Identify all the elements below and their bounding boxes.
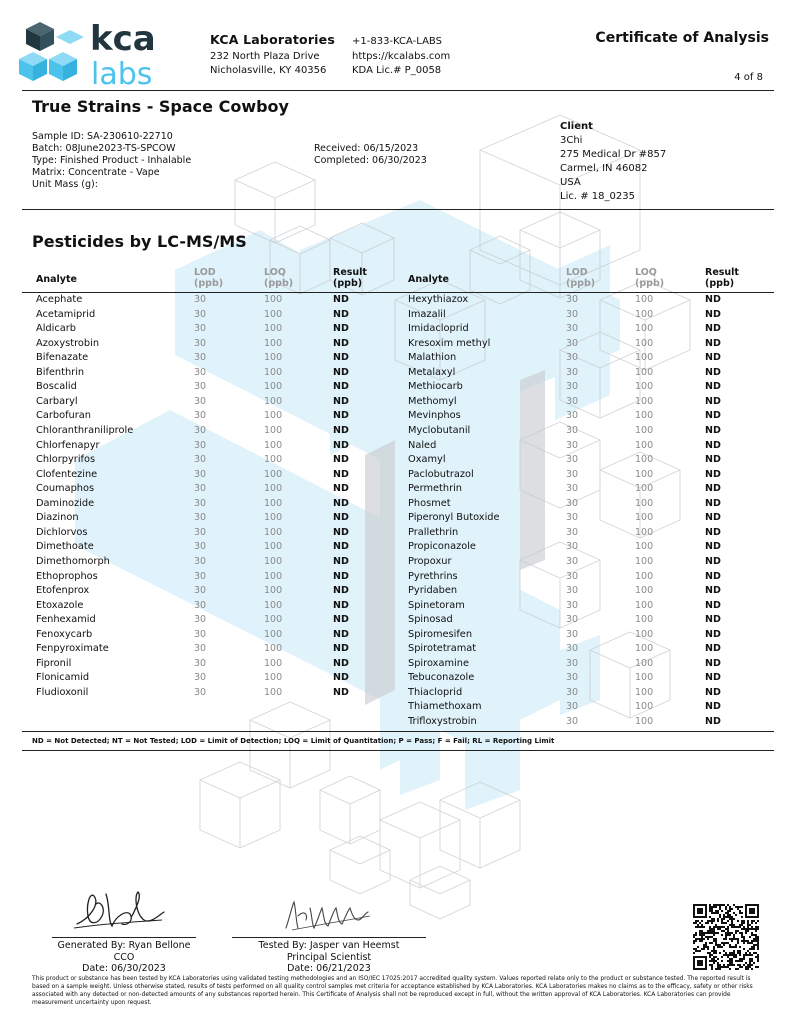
- loq-value: 100: [635, 352, 654, 364]
- loq-value: 100: [264, 308, 283, 320]
- result-value: ND: [705, 323, 721, 335]
- result-value: ND: [333, 468, 349, 480]
- analyte-name: Trifloxystrobin: [408, 716, 477, 727]
- analyte-name: Dimethoate: [36, 541, 94, 553]
- client-name: 3Chi: [560, 135, 583, 146]
- lab-license: KDA Lic.# P_0058: [352, 65, 442, 76]
- lod-value: 30: [194, 352, 207, 364]
- lod-value: 30: [194, 366, 207, 378]
- lod-value: 30: [566, 541, 579, 553]
- signature-line-1: [52, 937, 196, 938]
- signer-2-role: Principal Scientist: [286, 951, 372, 963]
- loq-value: 100: [635, 686, 654, 698]
- logo-cubes-icon: [19, 22, 84, 81]
- lod-value: 30: [194, 570, 207, 582]
- result-value: ND: [705, 555, 721, 567]
- analyte-name: Phosmet: [408, 497, 451, 509]
- lod-value: 30: [194, 381, 207, 393]
- result-value: ND: [333, 425, 349, 436]
- analyte-name: Imazalil: [408, 308, 446, 320]
- result-value: ND: [705, 628, 721, 640]
- signature-block-2: [228, 940, 430, 975]
- analyte-name: Acetamiprid: [36, 308, 96, 320]
- client-label: Client: [560, 121, 593, 132]
- lod-value: 30: [194, 395, 207, 407]
- result-value: ND: [333, 555, 349, 567]
- loq-value: 100: [635, 294, 654, 305]
- lod-value: 30: [194, 410, 207, 422]
- analyte-name: Malathion: [408, 352, 457, 364]
- lod-value: 30: [194, 468, 207, 480]
- result-value: ND: [333, 410, 349, 422]
- analyte-name: Myclobutanil: [408, 425, 471, 436]
- result-value: ND: [705, 381, 721, 393]
- loq-value: 100: [635, 541, 654, 553]
- document-title: Certificate of Analysis: [595, 30, 769, 46]
- analyte-name: Diazinon: [36, 512, 79, 524]
- loq-value: 100: [264, 294, 283, 305]
- analyte-name: Coumaphos: [36, 483, 95, 495]
- loq-value: 100: [264, 643, 283, 655]
- loq-value: 100: [264, 657, 283, 669]
- result-value: ND: [705, 352, 721, 364]
- loq-value: 100: [264, 454, 283, 466]
- lab-address-line1: 232 North Plaza Drive: [210, 51, 320, 62]
- lod-value: 30: [566, 526, 579, 538]
- loq-value: 100: [264, 483, 283, 495]
- header-loq-right: LOQ (ppb): [635, 267, 665, 289]
- analyte-name: Spinosad: [408, 614, 453, 626]
- completed-date: Completed: 06/30/2023: [314, 155, 427, 166]
- lod-value: 30: [566, 395, 579, 407]
- result-value: ND: [705, 425, 721, 436]
- product-title: True Strains - Space Cowboy: [32, 97, 289, 116]
- analyte-name: Chloranthraniliprole: [36, 425, 134, 436]
- loq-value: 100: [264, 366, 283, 378]
- client-address2: Carmel, IN 46082: [560, 163, 648, 174]
- qr-code-icon[interactable]: [693, 904, 759, 970]
- loq-value: 100: [635, 323, 654, 335]
- result-value: ND: [705, 308, 721, 320]
- result-value: ND: [333, 628, 349, 640]
- analyte-name: Fenhexamid: [36, 614, 96, 626]
- signer-2-date: Date: 06/21/2023: [287, 963, 371, 974]
- result-value: ND: [705, 468, 721, 480]
- batch: Batch: 08June2023-TS-SPCOW: [32, 143, 176, 154]
- client-license: Lic. # 18_0235: [560, 191, 635, 202]
- header-lod-left: LOD (ppb): [194, 267, 224, 289]
- loq-value: 100: [264, 555, 283, 567]
- table-header-divider: [22, 292, 774, 293]
- signature-block-1: [36, 940, 212, 975]
- result-value: ND: [333, 308, 349, 320]
- lod-value: 30: [566, 716, 579, 727]
- logo-text-labs: labs: [91, 57, 153, 90]
- loq-value: 100: [635, 381, 654, 393]
- loq-value: 100: [264, 570, 283, 582]
- loq-value: 100: [635, 410, 654, 422]
- lod-value: 30: [566, 439, 579, 451]
- result-value: ND: [333, 366, 349, 378]
- table-bottom-divider: [22, 731, 774, 732]
- lod-value: 30: [566, 483, 579, 495]
- lod-value: 30: [194, 657, 207, 669]
- loq-value: 100: [264, 614, 283, 626]
- lod-value: 30: [566, 628, 579, 640]
- lod-value: 30: [566, 555, 579, 567]
- result-value: ND: [705, 599, 721, 611]
- lod-value: 30: [566, 381, 579, 393]
- lod-value: 30: [566, 337, 579, 349]
- result-value: ND: [705, 395, 721, 407]
- lod-value: 30: [194, 454, 207, 466]
- loq-value: 100: [635, 614, 654, 626]
- result-value: ND: [333, 294, 349, 305]
- result-value: ND: [705, 337, 721, 349]
- lod-value: 30: [194, 512, 207, 524]
- result-value: ND: [705, 585, 721, 596]
- loq-value: 100: [264, 439, 283, 451]
- loq-value: 100: [635, 483, 654, 495]
- analyte-name: Bifenazate: [36, 352, 89, 364]
- lod-value: 30: [566, 512, 579, 524]
- analyte-name: Kresoxim methyl: [408, 337, 491, 349]
- result-value: ND: [705, 294, 721, 305]
- loq-value: 100: [635, 716, 654, 727]
- result-value: ND: [333, 672, 349, 684]
- analyte-name: Tebuconazole: [408, 672, 475, 684]
- lod-value: 30: [566, 410, 579, 422]
- analyte-name: Dichlorvos: [36, 526, 88, 538]
- analyte-name: Dimethomorph: [36, 555, 110, 567]
- lod-value: 30: [566, 454, 579, 466]
- result-value: ND: [705, 570, 721, 582]
- received-date: Received: 06/15/2023: [314, 143, 419, 154]
- analyte-name: Bifenthrin: [36, 366, 85, 378]
- result-value: ND: [333, 643, 349, 655]
- result-value: ND: [333, 526, 349, 538]
- loq-value: 100: [635, 672, 654, 684]
- result-value: ND: [333, 541, 349, 553]
- analyte-name: Methiocarb: [408, 381, 463, 393]
- result-value: ND: [333, 512, 349, 524]
- lod-value: 30: [566, 657, 579, 669]
- analyte-name: Pyrethrins: [408, 570, 458, 582]
- lod-value: 30: [194, 483, 207, 495]
- analyte-name: Methomyl: [408, 395, 457, 407]
- header-loq-left: LOQ (ppb): [264, 267, 294, 289]
- lod-value: 30: [566, 570, 579, 582]
- loq-value: 100: [635, 439, 654, 451]
- loq-value: 100: [264, 381, 283, 393]
- loq-value: 100: [635, 497, 654, 509]
- result-value: ND: [705, 672, 721, 684]
- analyte-name: Propiconazole: [408, 541, 476, 553]
- lod-value: 30: [566, 308, 579, 320]
- result-value: ND: [705, 512, 721, 524]
- result-value: ND: [333, 614, 349, 626]
- lod-value: 30: [194, 526, 207, 538]
- result-value: ND: [705, 614, 721, 626]
- header-lod-right: LOD (ppb): [566, 267, 596, 289]
- analyte-name: Oxamyl: [408, 454, 446, 466]
- analyte-name: Fipronil: [36, 657, 72, 669]
- loq-value: 100: [264, 512, 283, 524]
- result-value: ND: [333, 337, 349, 349]
- loq-value: 100: [264, 395, 283, 407]
- lod-value: 30: [566, 599, 579, 611]
- result-value: ND: [333, 657, 349, 669]
- analyte-name: Carbofuran: [36, 410, 91, 422]
- matrix: Matrix: Concentrate - Vape: [32, 167, 160, 178]
- lod-value: 30: [566, 701, 579, 713]
- result-value: ND: [705, 686, 721, 698]
- result-value: ND: [333, 570, 349, 582]
- lod-value: 30: [566, 323, 579, 335]
- result-value: ND: [705, 410, 721, 422]
- analyte-name: Metalaxyl: [408, 366, 456, 378]
- loq-value: 100: [635, 555, 654, 567]
- signer-1-date: Date: 06/30/2023: [82, 963, 166, 974]
- lod-value: 30: [566, 425, 579, 436]
- lod-value: 30: [194, 497, 207, 509]
- loq-value: 100: [264, 497, 283, 509]
- client-country: USA: [560, 177, 581, 188]
- analyte-name: Aldicarb: [36, 323, 77, 335]
- analyte-name: Prallethrin: [408, 526, 459, 538]
- loq-value: 100: [264, 672, 283, 684]
- result-value: ND: [705, 657, 721, 669]
- loq-value: 100: [635, 585, 654, 596]
- analyte-name: Fenoxycarb: [36, 628, 93, 640]
- result-value: ND: [705, 454, 721, 466]
- analyte-name: Chlorpyrifos: [36, 454, 96, 466]
- loq-value: 100: [635, 337, 654, 349]
- result-value: ND: [705, 439, 721, 451]
- loq-value: 100: [264, 526, 283, 538]
- loq-value: 100: [635, 425, 654, 436]
- loq-value: 100: [635, 526, 654, 538]
- loq-value: 100: [264, 541, 283, 553]
- result-value: ND: [705, 541, 721, 553]
- analyte-name: Daminozide: [36, 497, 95, 509]
- loq-value: 100: [264, 686, 283, 698]
- analyte-name: Naled: [408, 439, 437, 451]
- lod-value: 30: [194, 555, 207, 567]
- loq-value: 100: [635, 395, 654, 407]
- lod-value: 30: [194, 599, 207, 611]
- result-value: ND: [705, 526, 721, 538]
- header-result-right: Result (ppb): [705, 267, 739, 289]
- analyte-name: Fludioxonil: [36, 686, 89, 698]
- analyte-name: Spiromesifen: [408, 628, 473, 640]
- analyte-name: Mevinphos: [408, 410, 461, 422]
- analyte-name: Clofentezine: [36, 468, 98, 480]
- lod-value: 30: [566, 614, 579, 626]
- analyte-name: Hexythiazox: [408, 294, 469, 305]
- loq-value: 100: [264, 337, 283, 349]
- lod-value: 30: [566, 497, 579, 509]
- loq-value: 100: [635, 628, 654, 640]
- result-value: ND: [705, 643, 721, 655]
- analyte-name: Flonicamid: [36, 672, 90, 684]
- lod-value: 30: [194, 541, 207, 553]
- lod-value: 30: [194, 614, 207, 626]
- loq-value: 100: [264, 628, 283, 640]
- lab-address-line2: Nicholasville, KY 40356: [210, 65, 327, 76]
- page-number: 4 of 8: [734, 72, 763, 83]
- result-value: ND: [333, 352, 349, 364]
- sample-id: Sample ID: SA-230610-22710: [32, 131, 173, 142]
- lod-value: 30: [194, 643, 207, 655]
- result-value: ND: [705, 366, 721, 378]
- lab-phone[interactable]: +1-833-KCA-LABS: [352, 36, 442, 47]
- signature-line-2: [232, 937, 426, 938]
- result-value: ND: [705, 497, 721, 509]
- loq-value: 100: [635, 454, 654, 466]
- header-result-left: Result (ppb): [333, 267, 367, 289]
- analyte-name: Pyridaben: [408, 585, 458, 596]
- lod-value: 30: [566, 352, 579, 364]
- analyte-name: Ethoprophos: [36, 570, 98, 582]
- loq-value: 100: [635, 643, 654, 655]
- product-divider: [22, 209, 774, 210]
- logo-text-kca: kca: [90, 19, 156, 59]
- analyte-name: Boscalid: [36, 381, 77, 393]
- result-value: ND: [705, 701, 721, 713]
- result-value: ND: [333, 439, 349, 451]
- lod-value: 30: [194, 439, 207, 451]
- lod-value: 30: [194, 686, 207, 698]
- client-address1: 275 Medical Dr #857: [560, 149, 667, 160]
- lod-value: 30: [194, 425, 207, 436]
- loq-value: 100: [264, 599, 283, 611]
- lod-value: 30: [566, 468, 579, 480]
- analyte-name: Etofenprox: [36, 585, 90, 596]
- lod-value: 30: [194, 337, 207, 349]
- lod-value: 30: [194, 308, 207, 320]
- disclaimer: This product or substance has been tested by KCA Laboratories using validated testing methodologies and an ISO/IEC 17025:2017 accredited quality system. Values reported relate only to the product or substance tested. The reported result is based on a sample weight. Unless otherwise stated, results of tests performed on all quality control samples met criteria for acceptance established by KCA Laboratories. KCA Laboratories makes no claims as to the efficacy, safety or other risks associated with any detected or non-detected amounts of any substances reported herein. This Certificate of Analysis shall not be reproduced except in full, without the written approval of KCA Laboratories. KCA Laboratories can provide measurement uncertainty upon request.: [32, 976, 753, 1006]
- loq-value: 100: [264, 585, 283, 596]
- result-value: ND: [333, 497, 349, 509]
- analyte-name: Spirotetramat: [408, 643, 477, 655]
- analyte-name: Piperonyl Butoxide: [408, 512, 500, 524]
- loq-value: 100: [635, 366, 654, 378]
- signature-ryan-bellone: [72, 886, 167, 934]
- result-value: ND: [333, 686, 349, 698]
- result-value: ND: [333, 381, 349, 393]
- loq-value: 100: [264, 323, 283, 335]
- loq-value: 100: [635, 512, 654, 524]
- result-value: ND: [705, 483, 721, 495]
- analyte-name: Azoxystrobin: [36, 337, 100, 349]
- result-value: ND: [333, 585, 349, 596]
- loq-value: 100: [264, 352, 283, 364]
- loq-value: 100: [635, 570, 654, 582]
- product-type: Type: Finished Product - Inhalable: [32, 155, 192, 166]
- analyte-name: Imidacloprid: [408, 323, 469, 335]
- analyte-name: Spinetoram: [408, 599, 465, 611]
- lod-value: 30: [194, 628, 207, 640]
- lab-website-link[interactable]: https://kcalabs.com: [352, 51, 451, 62]
- lod-value: 30: [566, 585, 579, 596]
- analyte-name: Thiacloprid: [408, 686, 463, 698]
- result-value: ND: [705, 716, 721, 727]
- signature-jasper-van-heemst: [282, 898, 374, 936]
- lod-value: 30: [194, 585, 207, 596]
- lab-name: KCA Laboratories: [210, 32, 335, 47]
- loq-value: 100: [264, 468, 283, 480]
- analyte-name: Thiamethoxam: [408, 701, 482, 713]
- footnote-divider: [22, 750, 774, 751]
- lod-value: 30: [566, 643, 579, 655]
- kca-labs-logo: [18, 18, 190, 90]
- analyte-name: Etoxazole: [36, 599, 84, 611]
- lod-value: 30: [566, 294, 579, 305]
- header-divider: [22, 90, 774, 91]
- lod-value: 30: [566, 366, 579, 378]
- loq-value: 100: [635, 468, 654, 480]
- loq-value: 100: [264, 425, 283, 436]
- lod-value: 30: [566, 686, 579, 698]
- result-value: ND: [333, 323, 349, 335]
- analyte-name: Permethrin: [408, 483, 463, 495]
- signer-2-name: Tested By: Jasper van Heemst: [258, 940, 400, 951]
- result-value: ND: [333, 483, 349, 495]
- signer-1-name: Generated By: Ryan Bellone: [57, 940, 191, 951]
- lod-value: 30: [194, 323, 207, 335]
- lod-value: 30: [194, 294, 207, 305]
- signer-1-role: CCO: [113, 951, 135, 963]
- header-analyte-left: Analyte: [36, 274, 77, 285]
- result-value: ND: [333, 395, 349, 407]
- loq-value: 100: [264, 410, 283, 422]
- analyte-name: Fenpyroximate: [36, 643, 109, 655]
- analyte-name: Carbaryl: [36, 395, 78, 407]
- lod-value: 30: [566, 672, 579, 684]
- result-value: ND: [333, 454, 349, 466]
- lod-value: 30: [194, 672, 207, 684]
- section-title: Pesticides by LC-MS/MS: [32, 232, 247, 251]
- analyte-name: Acephate: [36, 294, 83, 305]
- analyte-name: Chlorfenapyr: [36, 439, 100, 451]
- analyte-name: Spiroxamine: [408, 657, 469, 669]
- loq-value: 100: [635, 599, 654, 611]
- unit-mass: Unit Mass (g):: [32, 179, 98, 190]
- analyte-name: Paclobutrazol: [408, 468, 474, 480]
- footnote: ND = Not Detected; NT = Not Tested; LOD = Limit of Detection; LOQ = Limit of Quantitation; P = Pass; F = Fail; RL = Reporting Limit: [32, 737, 555, 745]
- result-value: ND: [333, 599, 349, 611]
- loq-value: 100: [635, 657, 654, 669]
- loq-value: 100: [635, 701, 654, 713]
- header-analyte-right: Analyte: [408, 274, 449, 285]
- analyte-name: Propoxur: [408, 555, 452, 567]
- loq-value: 100: [635, 308, 654, 320]
